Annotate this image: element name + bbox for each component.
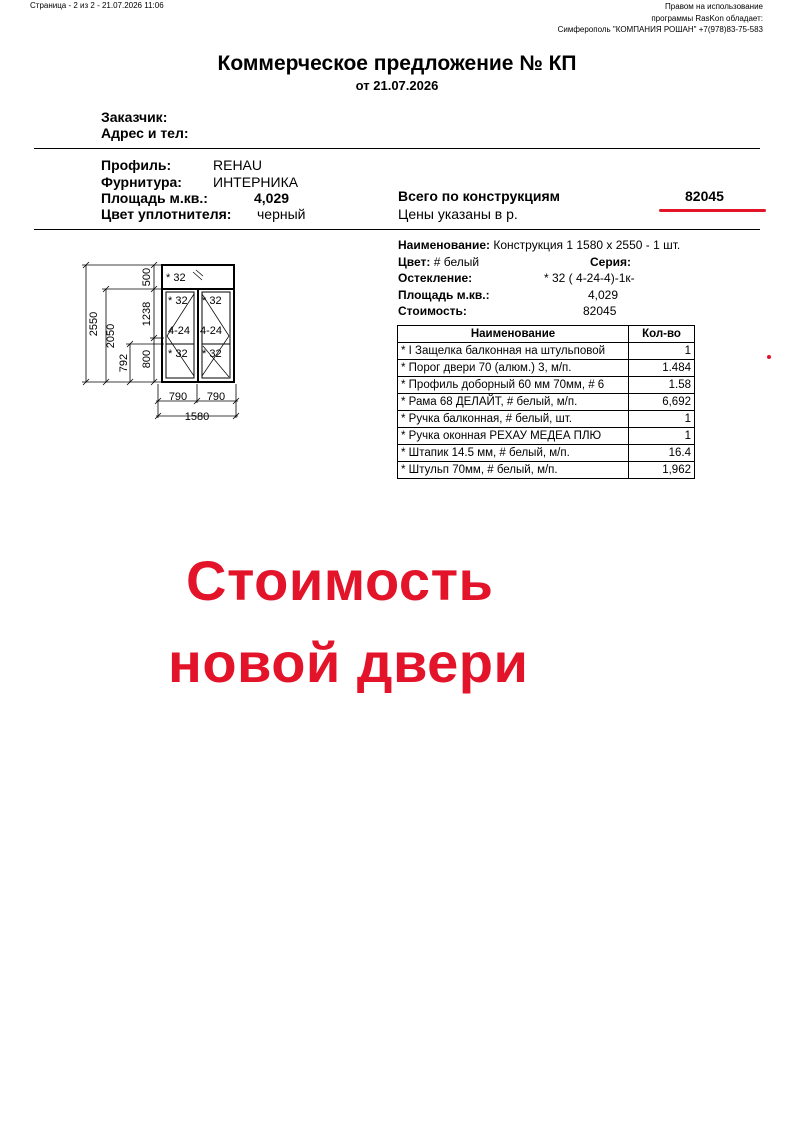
dim-handle: 792 (118, 353, 130, 373)
header-name: Наименование (398, 326, 629, 343)
glass-formula-right: 4-24 (200, 325, 223, 337)
glass-label-transom: * 32 (166, 272, 186, 284)
construction-cost-value: 82045 (583, 304, 617, 318)
profile-value: REHAU (213, 157, 263, 173)
item-name: * Штульп 70мм, # белый, м/п. (398, 462, 629, 479)
table-row (398, 343, 695, 360)
red-dot-mark (767, 355, 771, 359)
item-qty: 1,962 (629, 462, 695, 479)
construction-cost-label-wrap (398, 304, 467, 318)
construction-name-value: Конструкция 1 1580 x 2550 - 1 шт. (493, 238, 681, 252)
dim-upper: 1238 (141, 301, 153, 327)
profile-label: Профиль: (101, 157, 172, 173)
glass-formula-left: 4-24 (168, 325, 191, 337)
construction-glazing-label-wrap (398, 271, 472, 285)
item-name: * Ручка оконная РЕХАУ МЕДЕА ПЛЮ (398, 428, 629, 445)
construction-glazing-value: * 32 ( 4-24-4)-1к- (544, 271, 635, 285)
glass-label-upper-right: * 32 (202, 295, 222, 307)
construction-area-value: 4,029 (588, 288, 619, 302)
table-row (398, 360, 695, 377)
item-qty: 16.4 (629, 445, 695, 462)
document-date: от 21.07.2026 (355, 78, 439, 93)
rights-line-2: программы RasKon обладает: (651, 13, 763, 23)
total-label: Всего по конструкциям (398, 188, 561, 204)
item-qty: 1 (629, 343, 695, 360)
annotation-line-1: Стоимость (186, 549, 494, 612)
header-qty: Кол-во (629, 326, 695, 343)
construction-color-label: Цвет: (398, 255, 431, 269)
annotation-line-2: новой двери (168, 631, 529, 694)
construction-name (398, 238, 680, 252)
table-row (398, 428, 695, 445)
dim-right-width: 790 (206, 391, 226, 403)
rights-line-3: Симферополь "КОМПАНИЯ РОШАН" +7(978)83-75-583 (557, 25, 763, 34)
dim-lower: 800 (141, 349, 153, 369)
table-row (398, 411, 695, 428)
item-qty: 1.484 (629, 360, 695, 377)
construction-series-label: Серия: (590, 255, 632, 269)
seal-color-label: Цвет уплотнителя: (101, 206, 232, 222)
rights-line-1: Правом на использование (665, 2, 763, 11)
glass-label-upper-left: * 32 (168, 295, 188, 307)
dim-transom: 500 (141, 267, 153, 287)
glass-label-lower-right: * 32 (202, 348, 222, 360)
dim-total-width: 1580 (184, 411, 210, 423)
items-table (397, 325, 695, 479)
document-title: Коммерческое предложение № КП (217, 52, 577, 75)
total-value: 82045 (685, 188, 724, 204)
item-name: * I Защелка балконная на штульповой (398, 343, 629, 360)
seal-color-value: черный (257, 206, 306, 222)
table-row (398, 394, 695, 411)
construction-color-value: # белый (433, 255, 480, 269)
construction-area-label: Площадь м.кв.: (398, 288, 490, 302)
table-row (398, 377, 695, 394)
table-row (398, 445, 695, 462)
item-name: * Рама 68 ДЕЛАЙТ, # белый, м/п. (398, 394, 629, 411)
construction-glazing-label: Остекление: (398, 271, 473, 285)
customer-label: Заказчик: (101, 109, 168, 125)
construction-area-label-wrap (398, 288, 490, 302)
items-table-header (398, 326, 695, 343)
dim-left-width: 790 (168, 391, 188, 403)
construction-name-label: Наименование: (398, 238, 491, 252)
currency-note: Цены указаны в р. (398, 206, 518, 222)
table-row (398, 462, 695, 479)
divider-middle (34, 229, 760, 230)
dim-door-height: 2050 (105, 323, 117, 349)
construction-series (590, 255, 631, 269)
total-red-underline (659, 209, 766, 212)
area-value: 4,029 (254, 190, 290, 206)
item-name: * Профиль доборный 60 мм 70мм, # 6 (398, 377, 629, 394)
fittings-label: Фурнитура: (101, 174, 182, 190)
construction-color (398, 255, 479, 269)
item-qty: 6,692 (629, 394, 695, 411)
item-qty: 1.58 (629, 377, 695, 394)
software-rights (558, 1, 763, 36)
item-name: * Порог двери 70 (алюм.) 3, м/п. (398, 360, 629, 377)
construction-cost-label: Стоимость: (398, 304, 467, 318)
dim-total-height: 2550 (88, 311, 100, 337)
item-qty: 1 (629, 428, 695, 445)
area-label: Площадь м.кв.: (101, 190, 208, 206)
item-name: * Ручка балконная, # белый, шт. (398, 411, 629, 428)
fittings-value: ИНТЕРНИКА (213, 174, 299, 190)
item-qty: 1 (629, 411, 695, 428)
page-info: Страница - 2 из 2 - 21.07.2026 11:06 (30, 1, 164, 10)
glass-label-lower-left: * 32 (168, 348, 188, 360)
divider-top (34, 148, 760, 149)
door-drawing (78, 258, 243, 423)
address-label: Адрес и тел: (101, 125, 189, 141)
item-name: * Штапик 14.5 мм, # белый, м/п. (398, 445, 629, 462)
